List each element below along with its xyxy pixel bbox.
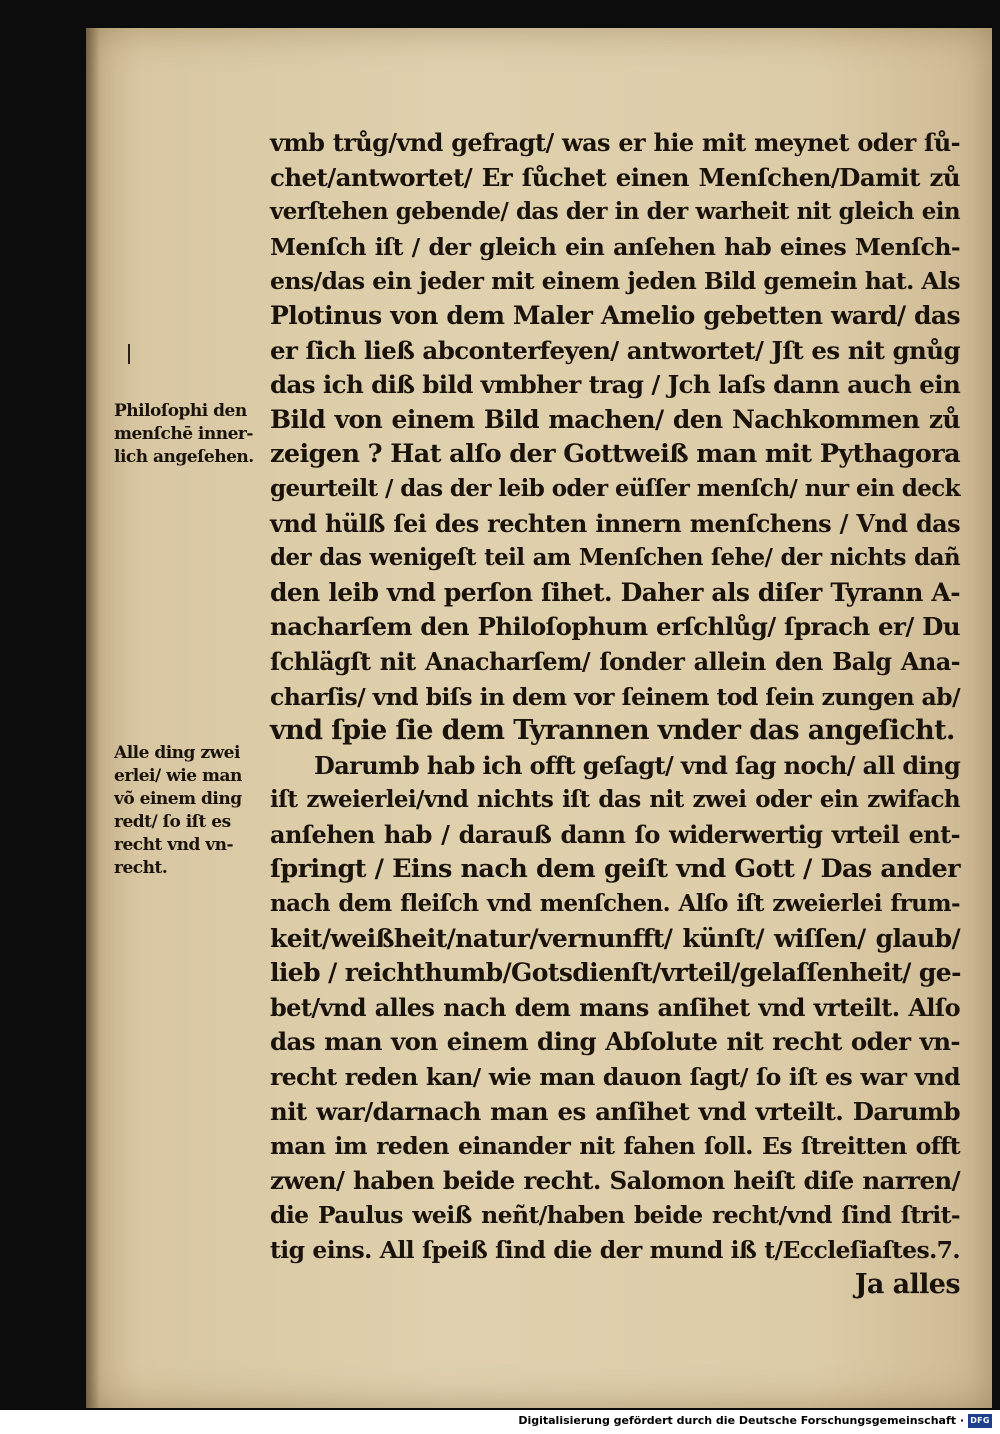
text-line: zwen/ haben beide recht. Salomon heiſt diſe narren/ xyxy=(270,1165,960,1195)
dfg-logo-icon: DFG xyxy=(968,1414,992,1428)
text-line: Menſch iſt / der gleich ein anſehen hab eines Menſch- xyxy=(270,232,960,261)
text-line: anſehen hab / darauß dann ſo widerwertig vrteil ent- xyxy=(270,819,960,849)
catchword: Ja alles xyxy=(854,1268,960,1300)
text-line: ſchlägſt nit Anacharſem/ ſonder allein den Balg Ana- xyxy=(270,646,960,676)
text-line: vnd ſpie ſie dem Tyrannen vnder das angeſicht. xyxy=(270,715,955,747)
margin-note-line: erlei/ wie man xyxy=(114,766,242,786)
margin-note-line: recht vnd vn- xyxy=(114,835,234,855)
text-line: verſtehen gebende/ das der in der warheit nit gleich ein xyxy=(270,198,960,226)
text-line: das man von einem ding Abſolute nit recht oder vn- xyxy=(270,1027,960,1057)
text-line: vmb trůg/vnd gefragt/ was er hie mit meynet oder ſů- xyxy=(270,128,960,157)
margin-note-line: lich angeſehen. xyxy=(114,447,254,467)
text-line: iſt zweierlei/vnd nichts iſt das nit zwei oder ein zwifach xyxy=(270,786,960,814)
text-line: den leib vnd perſon ſihet. Daher als diſer Tyrann A- xyxy=(270,577,960,607)
text-line: das ich diß bild vmbher trag / Jch laſs dann auch ein xyxy=(270,370,961,400)
margin-note-line: recht. xyxy=(114,858,168,878)
text-line: lieb / reichthumb/Gotsdienſt/vrteil/gelaſſenheit/ ge- xyxy=(270,958,961,988)
text-line: recht reden kan/ wie man dauon ſagt/ ſo iſt es war vnd xyxy=(270,1063,960,1092)
text-line: vnd hülß ſei des rechten innern menſchens / Vnd das xyxy=(270,508,960,538)
margin-note-philosophers xyxy=(114,400,266,469)
text-line: ens/das ein jeder mit einem jeden Bild gemein hat. Als xyxy=(270,267,960,296)
text-line: nit war/darnach man es anſihet vnd vrteilt. Darumb xyxy=(270,1096,960,1126)
page-gutter-shadow xyxy=(86,28,100,1408)
text-line: nacharſem den Philoſophum erſchlůg/ ſprach er/ Du xyxy=(270,612,960,642)
margin-note-line: menſchē inner- xyxy=(114,424,253,444)
text-line: ſpringt / Eins nach dem geiſt vnd Gott / Das ander xyxy=(270,854,960,885)
margin-note-line: võ einem ding xyxy=(114,789,242,809)
text-line: nach dem fleiſch vnd menſchen. Alſo iſt zweierlei frum- xyxy=(270,890,960,918)
text-line: zeigen ? Hat alſo der Gottweiß man mit Pythagora xyxy=(270,439,960,470)
text-line: die Paulus weiß neñt/haben beide recht/vnd ſind ſtrit- xyxy=(270,1201,960,1230)
text-line: Bild von einem Bild machen/ den Nachkommen zů xyxy=(270,404,960,434)
text-line: keit/weißheit/natur/vernunfft/ künſt/ wiſſen/ glaub/ xyxy=(270,923,960,953)
margin-note-line: Alle ding zwei xyxy=(114,743,240,763)
funding-credit: Digitalisierung gefördert durch die Deutsche Forschungsgemeinschaft · xyxy=(518,1414,964,1427)
body-text xyxy=(270,126,960,1302)
text-line: er ſich ließ abconterfeyen/ antwortet/ Jſt es nit gnůg xyxy=(270,335,960,365)
text-line: chet/antwortet/ Er ſůchet einen Menſchen/Damit zů xyxy=(270,162,960,192)
margin-note-line: Philoſophi den xyxy=(114,401,247,421)
text-line: der das wenigeſt teil am Menſchen ſehe/ der nichts dañ xyxy=(270,544,960,572)
text-line: bet/vnd alles nach dem mans anſihet vnd vrteilt. Alſo xyxy=(270,992,960,1022)
text-line: geurteilt / das der leib oder eüſſer menſch/ nur ein deck xyxy=(270,474,960,502)
ink-mark xyxy=(128,344,130,364)
text-line: Plotinus von dem Maler Amelio gebetten ward/ das xyxy=(270,300,960,330)
text-line: tig eins. All ſpeiß ſind die der mund iß t/Eccleſiaſtes.7. xyxy=(270,1236,960,1264)
text-line: Darumb hab ich offt geſagt/ vnd ſag noch/ all ding xyxy=(314,750,961,780)
margin-note-two-sides xyxy=(114,742,266,880)
text-line: charſis/ vnd biſs in dem vor ſeinem tod ſein zungen ab/ xyxy=(270,682,960,711)
margin-note-line: redt/ ſo iſt es xyxy=(114,812,231,832)
text-line: man im reden einander nit fahen ſoll. Es ſtreitten offt xyxy=(270,1132,960,1161)
